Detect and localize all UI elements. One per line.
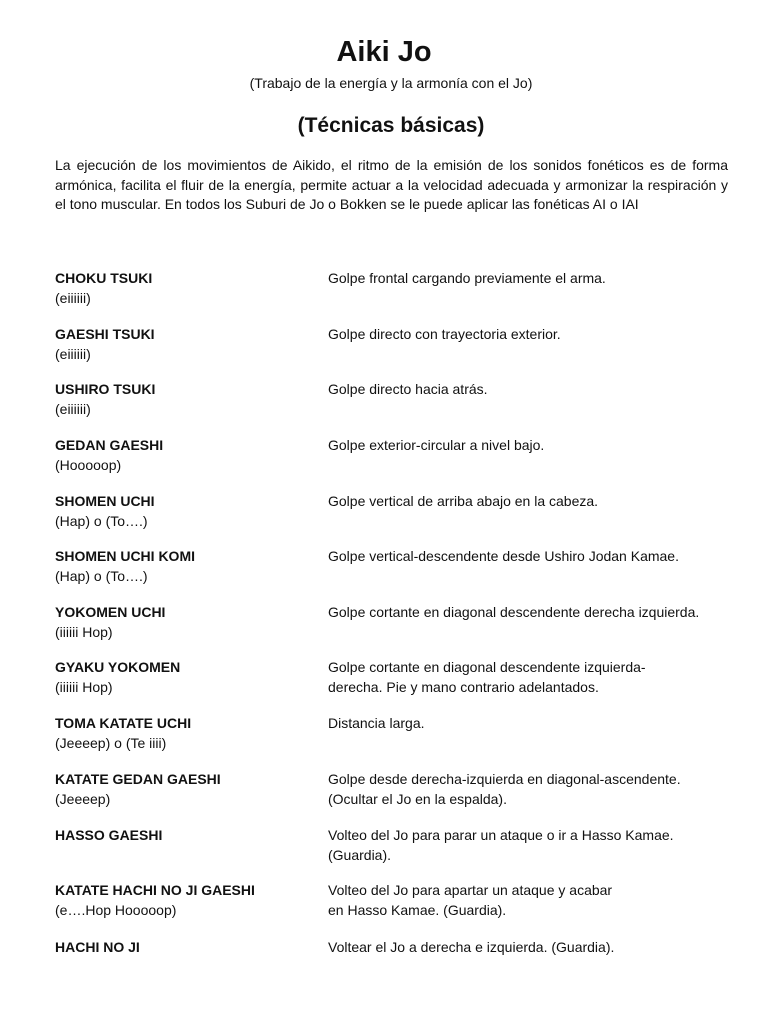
document-subtitle: (Trabajo de la energía y la armonía con el Jo) xyxy=(249,75,533,91)
technique-name: GAESHI TSUKI xyxy=(55,326,155,342)
technique-sound: (eiiiiii) xyxy=(55,401,91,417)
technique-description-line: (Ocultar el Jo en la espalda). xyxy=(328,791,507,807)
technique-sound: (Jeeeep) o (Te iiii) xyxy=(55,735,167,751)
technique-description-line: Distancia larga. xyxy=(328,715,425,731)
technique-name: SHOMEN UCHI xyxy=(55,493,155,509)
technique-entry xyxy=(0,379,768,429)
technique-description xyxy=(328,324,748,344)
technique-description-line: Golpe vertical de arriba abajo en la cabeza. xyxy=(328,493,599,509)
technique-sound: (Hap) o (To….) xyxy=(55,568,148,584)
intro-paragraph: La ejecución de los movimientos de Aikido, el ritmo de la emisión de los sonidos fonéticos es de forma armónica, facilita el fluir de la energía, permite actuar a la velocidad adecuada y armonizar la respiración y el tono muscular. En todos los Suburi de Jo o Bokken se le puede aplicar las fonéticas AI o IAI xyxy=(55,157,728,213)
technique-description xyxy=(328,602,748,622)
technique-description xyxy=(328,546,748,566)
technique-name: YOKOMEN UCHI xyxy=(55,604,166,620)
technique-entry xyxy=(0,268,768,318)
technique-description xyxy=(328,268,748,288)
technique-name: GYAKU YOKOMEN xyxy=(55,659,181,675)
technique-description-line: Golpe desde derecha-izquierda en diagonal-ascendente. xyxy=(328,771,681,787)
technique-description-line: Volteo del Jo para apartar un ataque y acabar xyxy=(328,882,613,898)
technique-description-line: Voltear el Jo a derecha e izquierda. (Guardia). xyxy=(328,939,615,955)
technique-entry xyxy=(0,713,768,763)
technique-entry xyxy=(0,435,768,485)
technique-description-line: Golpe cortante en diagonal descendente izquierda- xyxy=(328,659,646,675)
document-title: Aiki Jo xyxy=(336,36,432,68)
technique-description-line: Golpe cortante en diagonal descendente derecha izquierda. xyxy=(328,604,700,620)
technique-sound: (iiiiii Hop) xyxy=(55,624,113,640)
technique-entry xyxy=(0,546,768,596)
technique-entry xyxy=(0,657,768,707)
technique-description xyxy=(328,379,748,399)
technique-sound: (iiiiii Hop) xyxy=(55,679,113,695)
technique-description-line: derecha. Pie y mano contrario adelantados. xyxy=(328,679,599,695)
technique-description-line: en Hasso Kamae. (Guardia). xyxy=(328,902,507,918)
technique-description xyxy=(328,880,748,920)
technique-description xyxy=(328,491,748,511)
technique-sound: (eiiiiii) xyxy=(55,290,91,306)
technique-description-line: Golpe vertical-descendente desde Ushiro Jodan Kamae. xyxy=(328,548,679,564)
technique-name: USHIRO TSUKI xyxy=(55,381,156,397)
technique-description-line: Golpe directo hacia atrás. xyxy=(328,381,488,397)
technique-description-line: (Guardia). xyxy=(328,847,392,863)
technique-name: KATATE GEDAN GAESHI xyxy=(55,771,221,787)
technique-description-line: Golpe exterior-circular a nivel bajo. xyxy=(328,437,545,453)
technique-sound: (Hap) o (To….) xyxy=(55,513,148,529)
technique-sound: (e….Hop Hooooop) xyxy=(55,902,177,918)
technique-description xyxy=(328,435,748,455)
technique-description-line: Golpe frontal cargando previamente el arma. xyxy=(328,270,606,286)
technique-entry xyxy=(0,491,768,541)
technique-name: HACHI NO JI xyxy=(55,939,140,955)
technique-entry xyxy=(0,880,768,930)
technique-name: KATATE HACHI NO JI GAESHI xyxy=(55,882,255,898)
technique-description xyxy=(328,713,748,733)
technique-entry xyxy=(0,937,768,987)
technique-name: TOMA KATATE UCHI xyxy=(55,715,192,731)
technique-description xyxy=(328,657,748,697)
technique-name: HASSO GAESHI xyxy=(55,827,163,843)
technique-entry xyxy=(0,602,768,652)
technique-entry xyxy=(0,324,768,374)
technique-description-line: Volteo del Jo para parar un ataque o ir a Hasso Kamae. xyxy=(328,827,674,843)
technique-sound: (eiiiiii) xyxy=(55,346,91,362)
technique-description xyxy=(328,937,748,957)
technique-sound: (Hooooop) xyxy=(55,457,122,473)
technique-entry xyxy=(0,825,768,875)
technique-name: SHOMEN UCHI KOMI xyxy=(55,548,195,564)
section-title: (Técnicas básicas) xyxy=(297,114,485,137)
technique-description xyxy=(328,769,748,809)
technique-name: GEDAN GAESHI xyxy=(55,437,164,453)
technique-description-line: Golpe directo con trayectoria exterior. xyxy=(328,326,561,342)
technique-entry xyxy=(0,769,768,819)
technique-name: CHOKU TSUKI xyxy=(55,270,153,286)
technique-sound: (Jeeeep) xyxy=(55,791,111,807)
technique-description xyxy=(328,825,748,865)
